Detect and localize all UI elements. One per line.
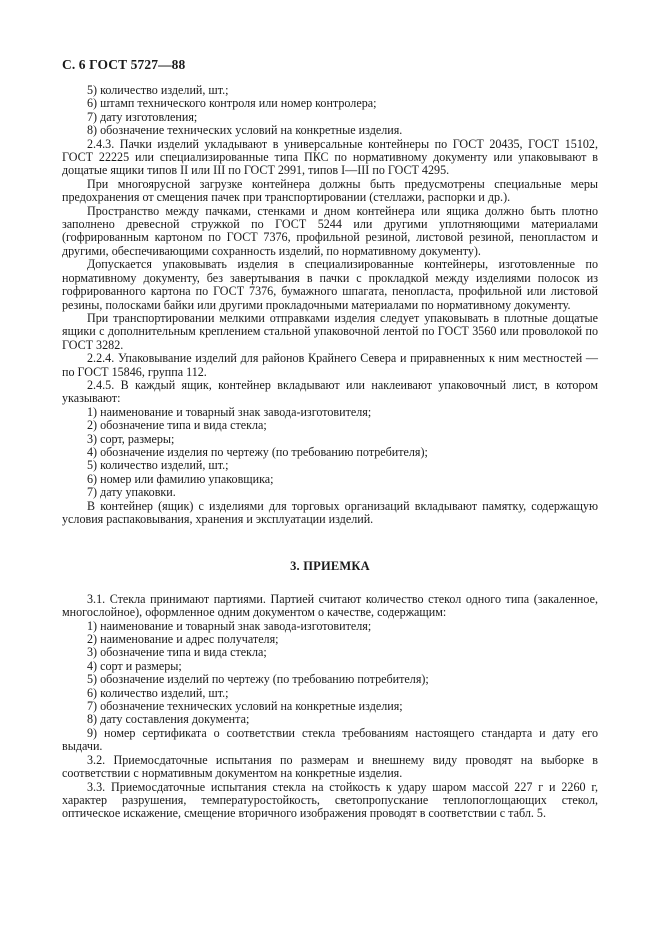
list-item: 2) обозначение типа и вида стекла; bbox=[87, 418, 267, 433]
paragraph-allowed-packing: Допускается упаковывать изделия в специализированные контейнеры, изготовленные по нормативному документу, без завертывания в пачки с прокладкой между изделиями полосок из гофрированного картона по ГОСТ 7376, бумажного шпагата, пенопласта, профильной или листовой резины, полосками байки или другими прокладочными материалами по нормативному документу. bbox=[62, 257, 598, 312]
list-item: 8) обозначение технических условий на конкретные изделия. bbox=[87, 123, 403, 138]
section-title-acceptance: 3. ПРИЕМКА bbox=[290, 559, 370, 574]
list-item: 2) наименование и адрес получателя; bbox=[87, 632, 279, 647]
list-item: 4) обозначение изделия по чертежу (по требованию потребителя); bbox=[87, 444, 428, 459]
paragraph-2-4-5: 2.4.5. В каждый ящик, контейнер вкладывают или наклеивают упаковочный лист, в котором указывают: bbox=[62, 377, 598, 406]
list-item: 3) сорт, размеры; bbox=[87, 431, 175, 446]
list-item: 7) дату изготовления; bbox=[87, 109, 198, 124]
paragraph-3-1: 3.1. Стекла принимают партиями. Партией считают количество стекол одного типа (закаленное, многослойное), оформленное одним документом о качестве, содержащим: bbox=[62, 591, 598, 620]
paragraph-trade-organizations: В контейнер (ящик) с изделиями для торговых организаций вкладывают памятку, содержащую условия распаковывания, хранения и эксплуатации изделий. bbox=[62, 498, 598, 526]
list-packing-sheet-items bbox=[62, 406, 598, 500]
list-item: 4) сорт и размеры; bbox=[87, 658, 182, 673]
list-packing-label-items bbox=[62, 84, 598, 138]
list-item: 5) количество изделий, шт.; bbox=[87, 458, 229, 473]
list-item: 8) дату составления документа; bbox=[87, 712, 250, 727]
list-item: 6) количество изделий, шт.; bbox=[87, 685, 229, 700]
list-item: 6) номер или фамилию упаковщика; bbox=[87, 471, 274, 486]
document-title: С. 6 ГОСТ 5727—88 bbox=[62, 57, 186, 72]
paragraph-2-2-4: 2.2.4. Упаковывание изделий для районов Крайнего Севера и приравненных к ним местностей — по ГОСТ 15846, группа 112. bbox=[62, 351, 598, 379]
list-item: 1) наименование и товарный знак завода-изготовителя; bbox=[87, 404, 372, 419]
list-item: 9) номер сертификата о соответствии стекла требованиям настоящего стандарта и дату его выдачи. bbox=[62, 725, 598, 754]
paragraph-3-3: 3.3. Приемосдаточные испытания стекла на стойкость к удару шаром массой 227 г и 2260 г, характер разрушения, температуростойкость, светопропускание теплопоглощающих стекол, оптическое искажение, смещение вторичного изображения проводят в соответствии с табл. 5. bbox=[62, 779, 598, 821]
list-item: 7) дату упаковки. bbox=[87, 485, 176, 500]
list-item: 1) наименование и товарный знак завода-изготовителя; bbox=[87, 618, 372, 633]
document-body bbox=[62, 84, 598, 821]
paragraph-3-2: 3.2. Приемосдаточные испытания по размерам и внешнему виду проводят на выборке в соответствии с нормативным документом на конкретные изделия. bbox=[62, 752, 598, 781]
paragraph-small-shipments: При транспортировании мелкими отправками изделия следует упаковывать в плотные дощатые ящики с дополнительным креплением стальной упаковочной лентой по ГОСТ 3560 или проволокой по ГОСТ 3282. bbox=[62, 310, 598, 352]
paragraph-space-filling: Пространство между пачками, стенками и дном контейнера или ящика должно быть плотно заполнено древесной стружкой по ГОСТ 5244 или другими уплотняющими материалами (гофрированным картоном по ГОСТ 7376, профильной резиной, листовой резиной, пенопластом и другими, обеспечивающими сохранность изделий, по нормативному документу). bbox=[62, 203, 598, 258]
list-item: 3) обозначение типа и вида стекла; bbox=[87, 645, 267, 660]
list-item: 5) количество изделий, шт.; bbox=[87, 83, 229, 97]
paragraph-2-4-3: 2.4.3. Пачки изделий укладывают в универсальные контейнеры по ГОСТ 20435, ГОСТ 15102, ГОСТ 22225 или специализированные типа ПКС по нормативному документу или упаковывают в дощатые ящики типов II или III по ГОСТ 2991, типов I—III по ГОСТ 4295. bbox=[62, 136, 598, 178]
page-header bbox=[62, 57, 185, 73]
list-item: 6) штамп технического контроля или номер контролера; bbox=[87, 96, 377, 111]
list-item: 7) обозначение технических условий на конкретные изделия; bbox=[87, 699, 403, 714]
list-quality-document-items bbox=[62, 620, 598, 754]
paragraph-multitier-loading: При многоярусной загрузке контейнера должны быть предусмотрены специальные меры предохранения от смещения пачек при транспортировании (стеллажи, распорки и др.). bbox=[62, 176, 598, 205]
list-item: 5) обозначение изделий по чертежу (по требованию потребителя); bbox=[87, 672, 429, 687]
